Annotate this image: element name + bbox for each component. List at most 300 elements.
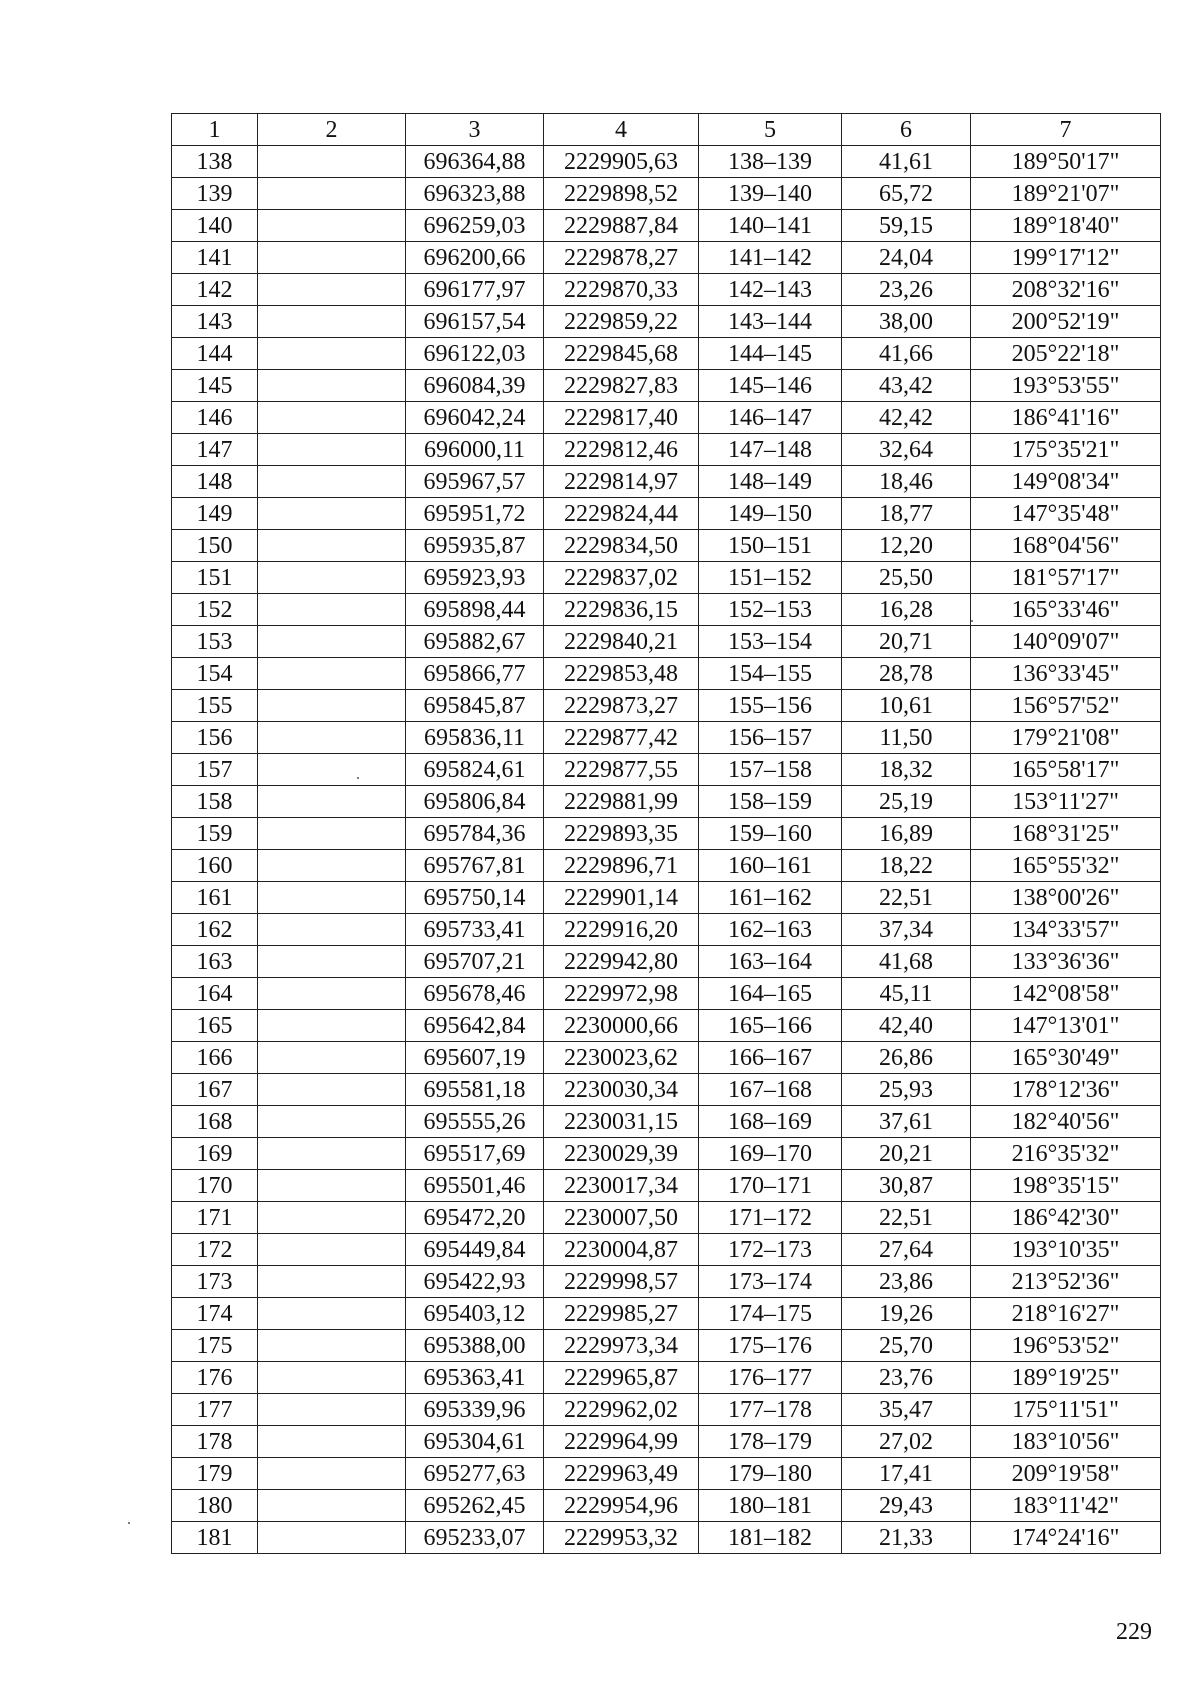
segment-cell: 147–148 xyxy=(699,434,842,466)
y-coordinate-cell: 2229837,02 xyxy=(544,562,699,594)
bearing-cell: 213°52'36" xyxy=(971,1266,1161,1298)
y-coordinate-cell: 2229893,35 xyxy=(544,818,699,850)
distance-cell: 18,46 xyxy=(842,466,971,498)
bearing-cell: 218°16'27" xyxy=(971,1298,1161,1330)
point-number-cell: 169 xyxy=(172,1138,258,1170)
point-name-cell xyxy=(258,1042,406,1074)
point-name-cell xyxy=(258,338,406,370)
point-number-cell: 144 xyxy=(172,338,258,370)
y-coordinate-cell: 2230023,62 xyxy=(544,1042,699,1074)
x-coordinate-cell: 695277,63 xyxy=(406,1458,544,1490)
x-coordinate-cell: 695898,44 xyxy=(406,594,544,626)
point-number-cell: 180 xyxy=(172,1490,258,1522)
bearing-cell: 178°12'36" xyxy=(971,1074,1161,1106)
segment-cell: 140–141 xyxy=(699,210,842,242)
x-coordinate-cell: 695784,36 xyxy=(406,818,544,850)
distance-cell: 21,33 xyxy=(842,1522,971,1554)
point-number-cell: 170 xyxy=(172,1170,258,1202)
y-coordinate-cell: 2229887,84 xyxy=(544,210,699,242)
bearing-cell: 142°08'58" xyxy=(971,978,1161,1010)
segment-cell: 142–143 xyxy=(699,274,842,306)
point-name-cell xyxy=(258,466,406,498)
table-row xyxy=(172,882,1161,914)
y-coordinate-cell: 2230017,34 xyxy=(544,1170,699,1202)
column-header-1: 1 xyxy=(172,114,258,146)
bearing-cell: 165°55'32" xyxy=(971,850,1161,882)
distance-cell: 35,47 xyxy=(842,1394,971,1426)
x-coordinate-cell: 695935,87 xyxy=(406,530,544,562)
table-row xyxy=(172,978,1161,1010)
bearing-cell: 181°57'17" xyxy=(971,562,1161,594)
y-coordinate-cell: 2229840,21 xyxy=(544,626,699,658)
table-row xyxy=(172,498,1161,530)
distance-cell: 20,71 xyxy=(842,626,971,658)
bearing-cell: 175°11'51" xyxy=(971,1394,1161,1426)
point-name-cell xyxy=(258,1522,406,1554)
x-coordinate-cell: 696157,54 xyxy=(406,306,544,338)
segment-cell: 167–168 xyxy=(699,1074,842,1106)
x-coordinate-cell: 695607,19 xyxy=(406,1042,544,1074)
x-coordinate-cell: 695923,93 xyxy=(406,562,544,594)
bearing-cell: 196°53'52" xyxy=(971,1330,1161,1362)
point-number-cell: 146 xyxy=(172,402,258,434)
x-coordinate-cell: 695422,93 xyxy=(406,1266,544,1298)
distance-cell: 23,86 xyxy=(842,1266,971,1298)
distance-cell: 25,19 xyxy=(842,786,971,818)
distance-cell: 27,02 xyxy=(842,1426,971,1458)
segment-cell: 150–151 xyxy=(699,530,842,562)
table-row xyxy=(172,1330,1161,1362)
point-number-cell: 178 xyxy=(172,1426,258,1458)
distance-cell: 59,15 xyxy=(842,210,971,242)
table-row xyxy=(172,1074,1161,1106)
x-coordinate-cell: 695824,61 xyxy=(406,754,544,786)
x-coordinate-cell: 696177,97 xyxy=(406,274,544,306)
x-coordinate-cell: 695707,21 xyxy=(406,946,544,978)
table-row xyxy=(172,274,1161,306)
segment-cell: 177–178 xyxy=(699,1394,842,1426)
point-number-cell: 157 xyxy=(172,754,258,786)
x-coordinate-cell: 695304,61 xyxy=(406,1426,544,1458)
segment-cell: 151–152 xyxy=(699,562,842,594)
y-coordinate-cell: 2229954,96 xyxy=(544,1490,699,1522)
point-name-cell xyxy=(258,1458,406,1490)
point-name-cell xyxy=(258,146,406,178)
scan-speck xyxy=(128,1522,130,1524)
segment-cell: 168–169 xyxy=(699,1106,842,1138)
point-number-cell: 177 xyxy=(172,1394,258,1426)
x-coordinate-cell: 695363,41 xyxy=(406,1362,544,1394)
point-number-cell: 143 xyxy=(172,306,258,338)
y-coordinate-cell: 2230030,34 xyxy=(544,1074,699,1106)
table-header-row xyxy=(172,114,1161,146)
x-coordinate-cell: 696364,88 xyxy=(406,146,544,178)
bearing-cell: 168°31'25" xyxy=(971,818,1161,850)
bearing-cell: 140°09'07" xyxy=(971,626,1161,658)
column-header-3: 3 xyxy=(406,114,544,146)
table-row xyxy=(172,626,1161,658)
segment-cell: 159–160 xyxy=(699,818,842,850)
column-header-7: 7 xyxy=(971,114,1161,146)
point-name-cell xyxy=(258,1426,406,1458)
y-coordinate-cell: 2230031,15 xyxy=(544,1106,699,1138)
bearing-cell: 198°35'15" xyxy=(971,1170,1161,1202)
distance-cell: 30,87 xyxy=(842,1170,971,1202)
x-coordinate-cell: 695517,69 xyxy=(406,1138,544,1170)
x-coordinate-cell: 695806,84 xyxy=(406,786,544,818)
point-number-cell: 163 xyxy=(172,946,258,978)
table-row xyxy=(172,1234,1161,1266)
segment-cell: 158–159 xyxy=(699,786,842,818)
point-number-cell: 154 xyxy=(172,658,258,690)
y-coordinate-cell: 2230004,87 xyxy=(544,1234,699,1266)
segment-cell: 153–154 xyxy=(699,626,842,658)
bearing-cell: 175°35'21" xyxy=(971,434,1161,466)
point-number-cell: 142 xyxy=(172,274,258,306)
bearing-cell: 174°24'16" xyxy=(971,1522,1161,1554)
distance-cell: 41,61 xyxy=(842,146,971,178)
y-coordinate-cell: 2229824,44 xyxy=(544,498,699,530)
x-coordinate-cell: 696122,03 xyxy=(406,338,544,370)
distance-cell: 10,61 xyxy=(842,690,971,722)
table-row xyxy=(172,146,1161,178)
y-coordinate-cell: 2229853,48 xyxy=(544,658,699,690)
point-name-cell xyxy=(258,274,406,306)
segment-cell: 165–166 xyxy=(699,1010,842,1042)
segment-cell: 172–173 xyxy=(699,1234,842,1266)
y-coordinate-cell: 2229817,40 xyxy=(544,402,699,434)
x-coordinate-cell: 696000,11 xyxy=(406,434,544,466)
y-coordinate-cell: 2230007,50 xyxy=(544,1202,699,1234)
bearing-cell: 186°42'30" xyxy=(971,1202,1161,1234)
point-number-cell: 167 xyxy=(172,1074,258,1106)
point-name-cell xyxy=(258,402,406,434)
point-number-cell: 179 xyxy=(172,1458,258,1490)
point-name-cell xyxy=(258,1298,406,1330)
y-coordinate-cell: 2229942,80 xyxy=(544,946,699,978)
y-coordinate-cell: 2229972,98 xyxy=(544,978,699,1010)
x-coordinate-cell: 695581,18 xyxy=(406,1074,544,1106)
table-row xyxy=(172,722,1161,754)
bearing-cell: 165°33'46" xyxy=(971,594,1161,626)
point-name-cell xyxy=(258,434,406,466)
x-coordinate-cell: 695388,00 xyxy=(406,1330,544,1362)
point-number-cell: 155 xyxy=(172,690,258,722)
x-coordinate-cell: 696200,66 xyxy=(406,242,544,274)
distance-cell: 11,50 xyxy=(842,722,971,754)
x-coordinate-cell: 695678,46 xyxy=(406,978,544,1010)
point-number-cell: 153 xyxy=(172,626,258,658)
point-name-cell xyxy=(258,1362,406,1394)
bearing-cell: 209°19'58" xyxy=(971,1458,1161,1490)
table-row xyxy=(172,1490,1161,1522)
distance-cell: 27,64 xyxy=(842,1234,971,1266)
point-number-cell: 161 xyxy=(172,882,258,914)
segment-cell: 160–161 xyxy=(699,850,842,882)
point-name-cell xyxy=(258,658,406,690)
table-body xyxy=(172,146,1161,1554)
segment-cell: 152–153 xyxy=(699,594,842,626)
point-name-cell xyxy=(258,530,406,562)
point-name-cell xyxy=(258,1330,406,1362)
segment-cell: 144–145 xyxy=(699,338,842,370)
segment-cell: 179–180 xyxy=(699,1458,842,1490)
segment-cell: 178–179 xyxy=(699,1426,842,1458)
table-row xyxy=(172,754,1161,786)
point-name-cell xyxy=(258,178,406,210)
y-coordinate-cell: 2229877,42 xyxy=(544,722,699,754)
y-coordinate-cell: 2229963,49 xyxy=(544,1458,699,1490)
table-row xyxy=(172,338,1161,370)
coordinates-table xyxy=(171,113,1161,1554)
distance-cell: 28,78 xyxy=(842,658,971,690)
table-row xyxy=(172,850,1161,882)
table-row xyxy=(172,1170,1161,1202)
bearing-cell: 136°33'45" xyxy=(971,658,1161,690)
segment-cell: 154–155 xyxy=(699,658,842,690)
table-row xyxy=(172,562,1161,594)
y-coordinate-cell: 2229965,87 xyxy=(544,1362,699,1394)
x-coordinate-cell: 695845,87 xyxy=(406,690,544,722)
bearing-cell: 189°50'17" xyxy=(971,146,1161,178)
table-row xyxy=(172,306,1161,338)
point-name-cell xyxy=(258,914,406,946)
table-row xyxy=(172,1042,1161,1074)
segment-cell: 163–164 xyxy=(699,946,842,978)
distance-cell: 42,40 xyxy=(842,1010,971,1042)
distance-cell: 22,51 xyxy=(842,1202,971,1234)
table-row xyxy=(172,658,1161,690)
distance-cell: 41,68 xyxy=(842,946,971,978)
y-coordinate-cell: 2229998,57 xyxy=(544,1266,699,1298)
point-name-cell xyxy=(258,754,406,786)
segment-cell: 156–157 xyxy=(699,722,842,754)
table-row xyxy=(172,402,1161,434)
x-coordinate-cell: 695501,46 xyxy=(406,1170,544,1202)
table-row xyxy=(172,1298,1161,1330)
point-number-cell: 141 xyxy=(172,242,258,274)
y-coordinate-cell: 2229901,14 xyxy=(544,882,699,914)
scan-speck xyxy=(971,620,973,622)
table-row xyxy=(172,1266,1161,1298)
y-coordinate-cell: 2229905,63 xyxy=(544,146,699,178)
point-name-cell xyxy=(258,306,406,338)
bearing-cell: 186°41'16" xyxy=(971,402,1161,434)
distance-cell: 23,26 xyxy=(842,274,971,306)
segment-cell: 164–165 xyxy=(699,978,842,1010)
y-coordinate-cell: 2229896,71 xyxy=(544,850,699,882)
point-name-cell xyxy=(258,946,406,978)
segment-cell: 143–144 xyxy=(699,306,842,338)
y-coordinate-cell: 2229827,83 xyxy=(544,370,699,402)
x-coordinate-cell: 695767,81 xyxy=(406,850,544,882)
point-name-cell xyxy=(258,818,406,850)
bearing-cell: 147°13'01" xyxy=(971,1010,1161,1042)
segment-cell: 181–182 xyxy=(699,1522,842,1554)
table-row xyxy=(172,1362,1161,1394)
bearing-cell: 189°18'40" xyxy=(971,210,1161,242)
bearing-cell: 183°10'56" xyxy=(971,1426,1161,1458)
distance-cell: 32,64 xyxy=(842,434,971,466)
point-number-cell: 150 xyxy=(172,530,258,562)
bearing-cell: 193°53'55" xyxy=(971,370,1161,402)
x-coordinate-cell: 695951,72 xyxy=(406,498,544,530)
x-coordinate-cell: 696084,39 xyxy=(406,370,544,402)
table-row xyxy=(172,690,1161,722)
segment-cell: 148–149 xyxy=(699,466,842,498)
segment-cell: 173–174 xyxy=(699,1266,842,1298)
y-coordinate-cell: 2229878,27 xyxy=(544,242,699,274)
page-number: 229 xyxy=(1116,1619,1152,1645)
segment-cell: 166–167 xyxy=(699,1042,842,1074)
point-number-cell: 181 xyxy=(172,1522,258,1554)
point-number-cell: 159 xyxy=(172,818,258,850)
table-row xyxy=(172,1202,1161,1234)
x-coordinate-cell: 695866,77 xyxy=(406,658,544,690)
table-row xyxy=(172,786,1161,818)
point-number-cell: 160 xyxy=(172,850,258,882)
table-row xyxy=(172,914,1161,946)
distance-cell: 19,26 xyxy=(842,1298,971,1330)
distance-cell: 26,86 xyxy=(842,1042,971,1074)
point-name-cell xyxy=(258,1234,406,1266)
segment-cell: 174–175 xyxy=(699,1298,842,1330)
y-coordinate-cell: 2229953,32 xyxy=(544,1522,699,1554)
x-coordinate-cell: 695339,96 xyxy=(406,1394,544,1426)
point-number-cell: 149 xyxy=(172,498,258,530)
distance-cell: 43,42 xyxy=(842,370,971,402)
distance-cell: 18,32 xyxy=(842,754,971,786)
x-coordinate-cell: 695449,84 xyxy=(406,1234,544,1266)
table-row xyxy=(172,1458,1161,1490)
bearing-cell: 133°36'36" xyxy=(971,946,1161,978)
y-coordinate-cell: 2229877,55 xyxy=(544,754,699,786)
point-number-cell: 175 xyxy=(172,1330,258,1362)
bearing-cell: 134°33'57" xyxy=(971,914,1161,946)
point-number-cell: 148 xyxy=(172,466,258,498)
point-name-cell xyxy=(258,1202,406,1234)
distance-cell: 41,66 xyxy=(842,338,971,370)
x-coordinate-cell: 695642,84 xyxy=(406,1010,544,1042)
distance-cell: 45,11 xyxy=(842,978,971,1010)
y-coordinate-cell: 2229873,27 xyxy=(544,690,699,722)
point-name-cell xyxy=(258,626,406,658)
distance-cell: 16,28 xyxy=(842,594,971,626)
point-number-cell: 174 xyxy=(172,1298,258,1330)
point-name-cell xyxy=(258,786,406,818)
segment-cell: 138–139 xyxy=(699,146,842,178)
point-name-cell xyxy=(258,1106,406,1138)
segment-cell: 169–170 xyxy=(699,1138,842,1170)
point-name-cell xyxy=(258,1266,406,1298)
bearing-cell: 182°40'56" xyxy=(971,1106,1161,1138)
point-number-cell: 176 xyxy=(172,1362,258,1394)
point-number-cell: 145 xyxy=(172,370,258,402)
table-row xyxy=(172,178,1161,210)
distance-cell: 25,70 xyxy=(842,1330,971,1362)
distance-cell: 18,77 xyxy=(842,498,971,530)
segment-cell: 171–172 xyxy=(699,1202,842,1234)
y-coordinate-cell: 2229964,99 xyxy=(544,1426,699,1458)
bearing-cell: 208°32'16" xyxy=(971,274,1161,306)
table-row xyxy=(172,1138,1161,1170)
bearing-cell: 183°11'42" xyxy=(971,1490,1161,1522)
point-number-cell: 139 xyxy=(172,178,258,210)
y-coordinate-cell: 2229985,27 xyxy=(544,1298,699,1330)
y-coordinate-cell: 2229898,52 xyxy=(544,178,699,210)
distance-cell: 22,51 xyxy=(842,882,971,914)
y-coordinate-cell: 2229859,22 xyxy=(544,306,699,338)
x-coordinate-cell: 696259,03 xyxy=(406,210,544,242)
point-number-cell: 164 xyxy=(172,978,258,1010)
point-number-cell: 140 xyxy=(172,210,258,242)
segment-cell: 157–158 xyxy=(699,754,842,786)
bearing-cell: 156°57'52" xyxy=(971,690,1161,722)
point-number-cell: 138 xyxy=(172,146,258,178)
scan-speck xyxy=(357,777,359,779)
x-coordinate-cell: 695750,14 xyxy=(406,882,544,914)
bearing-cell: 200°52'19" xyxy=(971,306,1161,338)
bearing-cell: 168°04'56" xyxy=(971,530,1161,562)
distance-cell: 25,50 xyxy=(842,562,971,594)
bearing-cell: 147°35'48" xyxy=(971,498,1161,530)
point-number-cell: 156 xyxy=(172,722,258,754)
y-coordinate-cell: 2229916,20 xyxy=(544,914,699,946)
x-coordinate-cell: 695262,45 xyxy=(406,1490,544,1522)
distance-cell: 17,41 xyxy=(842,1458,971,1490)
bearing-cell: 153°11'27" xyxy=(971,786,1161,818)
point-name-cell xyxy=(258,1010,406,1042)
point-name-cell xyxy=(258,722,406,754)
table-row xyxy=(172,530,1161,562)
table-row xyxy=(172,242,1161,274)
table-row xyxy=(172,370,1161,402)
distance-cell: 18,22 xyxy=(842,850,971,882)
table-row xyxy=(172,466,1161,498)
point-number-cell: 165 xyxy=(172,1010,258,1042)
column-header-2: 2 xyxy=(258,114,406,146)
column-header-6: 6 xyxy=(842,114,971,146)
point-name-cell xyxy=(258,210,406,242)
column-header-5: 5 xyxy=(699,114,842,146)
segment-cell: 155–156 xyxy=(699,690,842,722)
point-name-cell xyxy=(258,1074,406,1106)
segment-cell: 145–146 xyxy=(699,370,842,402)
bearing-cell: 149°08'34" xyxy=(971,466,1161,498)
y-coordinate-cell: 2229834,50 xyxy=(544,530,699,562)
x-coordinate-cell: 695733,41 xyxy=(406,914,544,946)
segment-cell: 146–147 xyxy=(699,402,842,434)
point-name-cell xyxy=(258,370,406,402)
point-name-cell xyxy=(258,1170,406,1202)
x-coordinate-cell: 695555,26 xyxy=(406,1106,544,1138)
point-name-cell xyxy=(258,242,406,274)
point-name-cell xyxy=(258,594,406,626)
x-coordinate-cell: 696323,88 xyxy=(406,178,544,210)
x-coordinate-cell: 696042,24 xyxy=(406,402,544,434)
x-coordinate-cell: 695403,12 xyxy=(406,1298,544,1330)
distance-cell: 24,04 xyxy=(842,242,971,274)
point-number-cell: 162 xyxy=(172,914,258,946)
distance-cell: 20,21 xyxy=(842,1138,971,1170)
bearing-cell: 189°21'07" xyxy=(971,178,1161,210)
point-name-cell xyxy=(258,690,406,722)
distance-cell: 16,89 xyxy=(842,818,971,850)
distance-cell: 38,00 xyxy=(842,306,971,338)
x-coordinate-cell: 695836,11 xyxy=(406,722,544,754)
y-coordinate-cell: 2229962,02 xyxy=(544,1394,699,1426)
distance-cell: 65,72 xyxy=(842,178,971,210)
